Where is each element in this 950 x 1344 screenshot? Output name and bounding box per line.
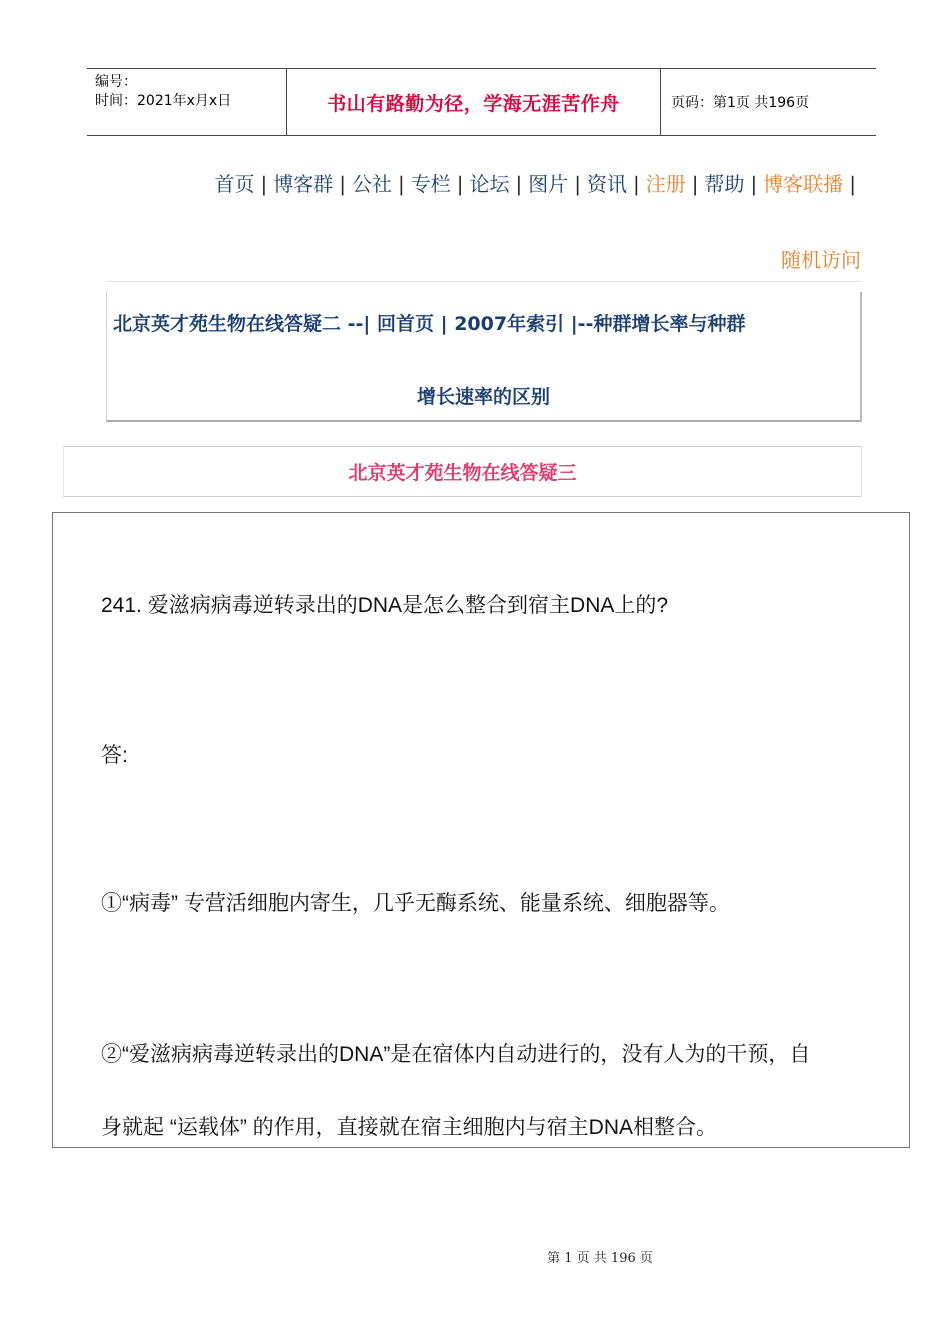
nav-item-help[interactable]: 帮助 [704,172,745,196]
header-page-label: 页码：第1页 共196页 [671,95,810,111]
article-content [52,512,910,1148]
time-label: 时间：2021年x月x日 [95,93,232,109]
nav-item-register[interactable]: 注册 [645,172,686,196]
nav-separator: | [633,172,640,196]
top-nav [0,168,862,197]
article-nav-box [106,292,862,422]
nav-item-home[interactable]: 首页 [214,172,255,196]
answer-point-1: ①“病毒” 专营活细胞内寄生，几乎无酶系统、能量系统、细胞器等。 [101,892,730,915]
nav-separator: | [691,172,699,196]
header-meta [87,69,287,135]
nav-separator: | [456,172,464,196]
nav-item-news[interactable]: 资讯 [587,172,627,196]
code-label: 编号： [95,74,137,90]
index-2007-link[interactable]: 2007年索引 [454,313,565,335]
home-link[interactable]: 回首页 [376,313,434,335]
nav-item-pictures[interactable]: 图片 [528,172,569,196]
prev-article-link[interactable]: 北京英才苑生物在线答疑二 [113,313,342,335]
article-nav-line [113,309,745,336]
nav-item-commune[interactable]: 公社 [352,172,392,196]
question-text: 241. 爱滋病病毒逆转录出的DNA是怎么整合到宿主DNA上的? [101,594,669,617]
nav-separator: | [440,313,448,335]
random-visit-link[interactable]: 随机访问 [781,248,861,272]
nav-separator: | [398,172,405,196]
nav-separator: | [849,172,856,196]
nav-dash: --| [347,313,371,335]
next-article-link-part2[interactable]: 增长速率的区别 [416,386,550,408]
nav-item-column[interactable]: 专栏 [410,172,451,196]
footer-page-number: 第 1 页 共 196 页 [547,1251,653,1266]
next-article-link-part1[interactable]: 种群增长率与种群 [593,313,746,335]
answer-point-2-line-1: ②“爱滋病病毒逆转录出的DNA”是在宿体内自动进行的，没有人为的干预，自 [101,1043,811,1066]
divider [106,281,862,282]
nav-separator: | [339,172,346,196]
nav-item-blog-broadcast[interactable]: 博客联播 [763,172,844,196]
nav-separator: | [260,172,268,196]
answer-label: 答: [101,744,128,767]
nav-item-blog-group[interactable]: 博客群 [273,172,334,196]
nav-item-forum[interactable]: 论坛 [469,172,510,196]
nav-separator: |-- [570,313,594,335]
header-table [87,68,876,136]
answer-point-2-line-2: 身就起 “运载体” 的作用，直接就在宿主细胞内与宿主DNA相整合。 [101,1116,717,1139]
page-footer [0,1247,950,1266]
header-motto: 书山有路勤为径，学海无涯苦作舟 [287,69,661,135]
nav-separator: | [574,172,581,196]
nav-separator: | [515,172,523,196]
article-title: 北京英才苑生物在线答疑三 [63,446,862,497]
article-nav-line-2 [107,382,860,409]
nav-separator: | [750,172,758,196]
